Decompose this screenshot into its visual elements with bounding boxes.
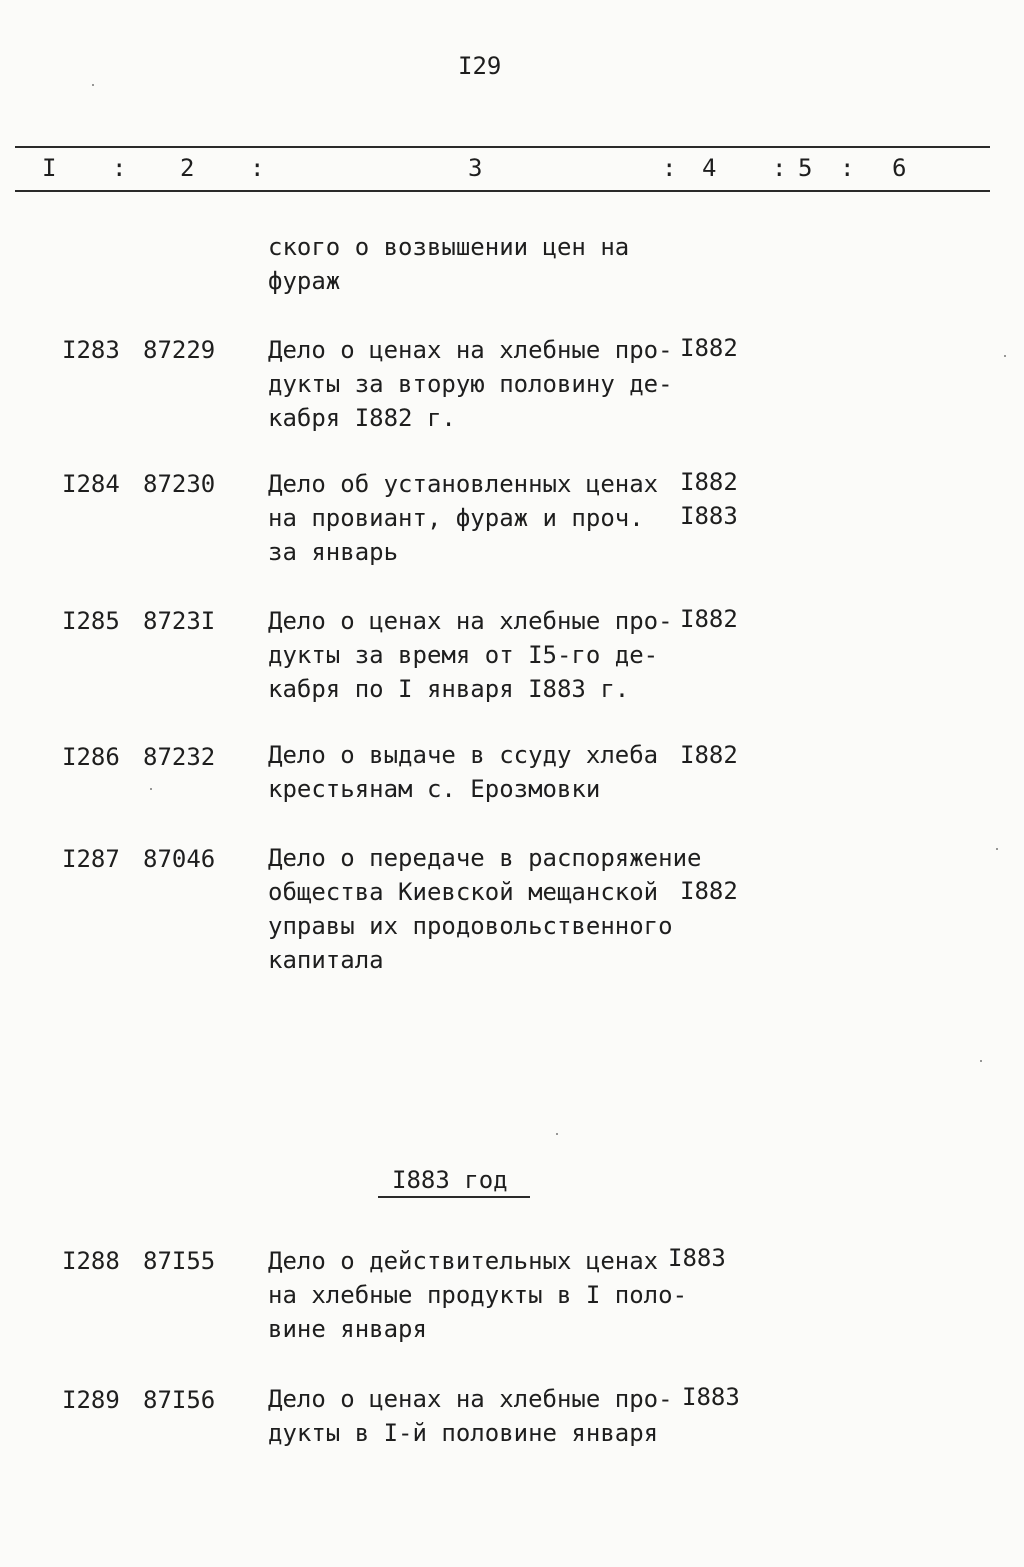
record-code: 87232 [143,743,216,771]
column-header-2: 2 [180,154,195,182]
record-date: I882 [680,741,738,769]
record-title-line: Дело об установленных ценах [268,470,659,498]
year-heading-underline [378,1196,530,1198]
record-code: 87I55 [143,1247,216,1275]
record-number: I286 [62,743,120,771]
record-number: I283 [62,336,120,364]
record-number: I284 [62,470,120,498]
column-separator: : [112,154,127,182]
record-title-line: Дело о передаче в распоряжение [268,844,702,872]
record-title-line: кабря I882 г. [268,404,456,432]
record-date: I882 [680,877,738,905]
record-number: I287 [62,845,120,873]
record-title-line: капитала [268,946,384,974]
record-code: 87I56 [143,1386,216,1414]
column-separator: : [772,154,787,182]
record-date: I883 [668,1244,726,1272]
record-title-line: дукты в I-й половине января [268,1419,659,1447]
record-date: I883 [680,502,738,530]
record-date: I882 [680,334,738,362]
column-separator: : [250,154,265,182]
record-code: 87229 [143,336,216,364]
record-title-line: дукты за время от I5-го де- [268,641,659,669]
record-title-line: крестьянам с. Ерозмовки [268,775,601,803]
record-title-line: Дело о ценах на хлебные про- [268,607,673,635]
scan-speck [150,788,152,790]
record-title-line: управы их продовольственного [268,912,673,940]
record-number: I285 [62,607,120,635]
record-title-line: вине января [268,1315,427,1343]
record-title-line: Дело о выдаче в ссуду хлеба [268,741,659,769]
record-title-line: дукты за вторую половину де- [268,370,673,398]
scan-speck [996,848,998,850]
column-separator: : [662,154,677,182]
year-heading: I883 год [392,1166,508,1194]
record-title-line: Дело о ценах на хлебные про- [268,336,673,364]
scan-speck [92,84,94,86]
record-title-line: на хлебные продукты в I поло- [268,1281,688,1309]
column-header-3: 3 [468,154,483,182]
record-code: 87046 [143,845,216,873]
continuation-line: ского о возвышении цен на [268,233,630,261]
record-code: 87230 [143,470,216,498]
record-title-line: Дело о действительных ценах [268,1247,659,1275]
record-date: I882 [680,605,738,633]
page-number: I29 [458,52,502,80]
record-title-line: общества Киевской мещанской [268,878,659,906]
header-rule-top [15,146,990,148]
record-title-line: за январь [268,538,399,566]
column-header-5: 5 [798,154,813,182]
record-title-line: кабря по I января I883 г. [268,675,630,703]
column-header-6: 6 [892,154,907,182]
record-title-line: Дело о ценах на хлебные про- [268,1385,673,1413]
scan-speck [556,1133,558,1135]
record-date: I883 [682,1383,740,1411]
header-rule-bottom [15,190,990,192]
column-header-1: I [42,154,57,182]
column-header-4: 4 [702,154,717,182]
continuation-line: фураж [268,267,341,295]
record-number: I288 [62,1247,120,1275]
scan-speck [980,1060,982,1062]
scan-speck [1004,355,1006,357]
record-title-line: на провиант, фураж и проч. [268,504,644,532]
record-date: I882 [680,468,738,496]
column-separator: : [840,154,855,182]
record-code: 8723I [143,607,216,635]
record-number: I289 [62,1386,120,1414]
